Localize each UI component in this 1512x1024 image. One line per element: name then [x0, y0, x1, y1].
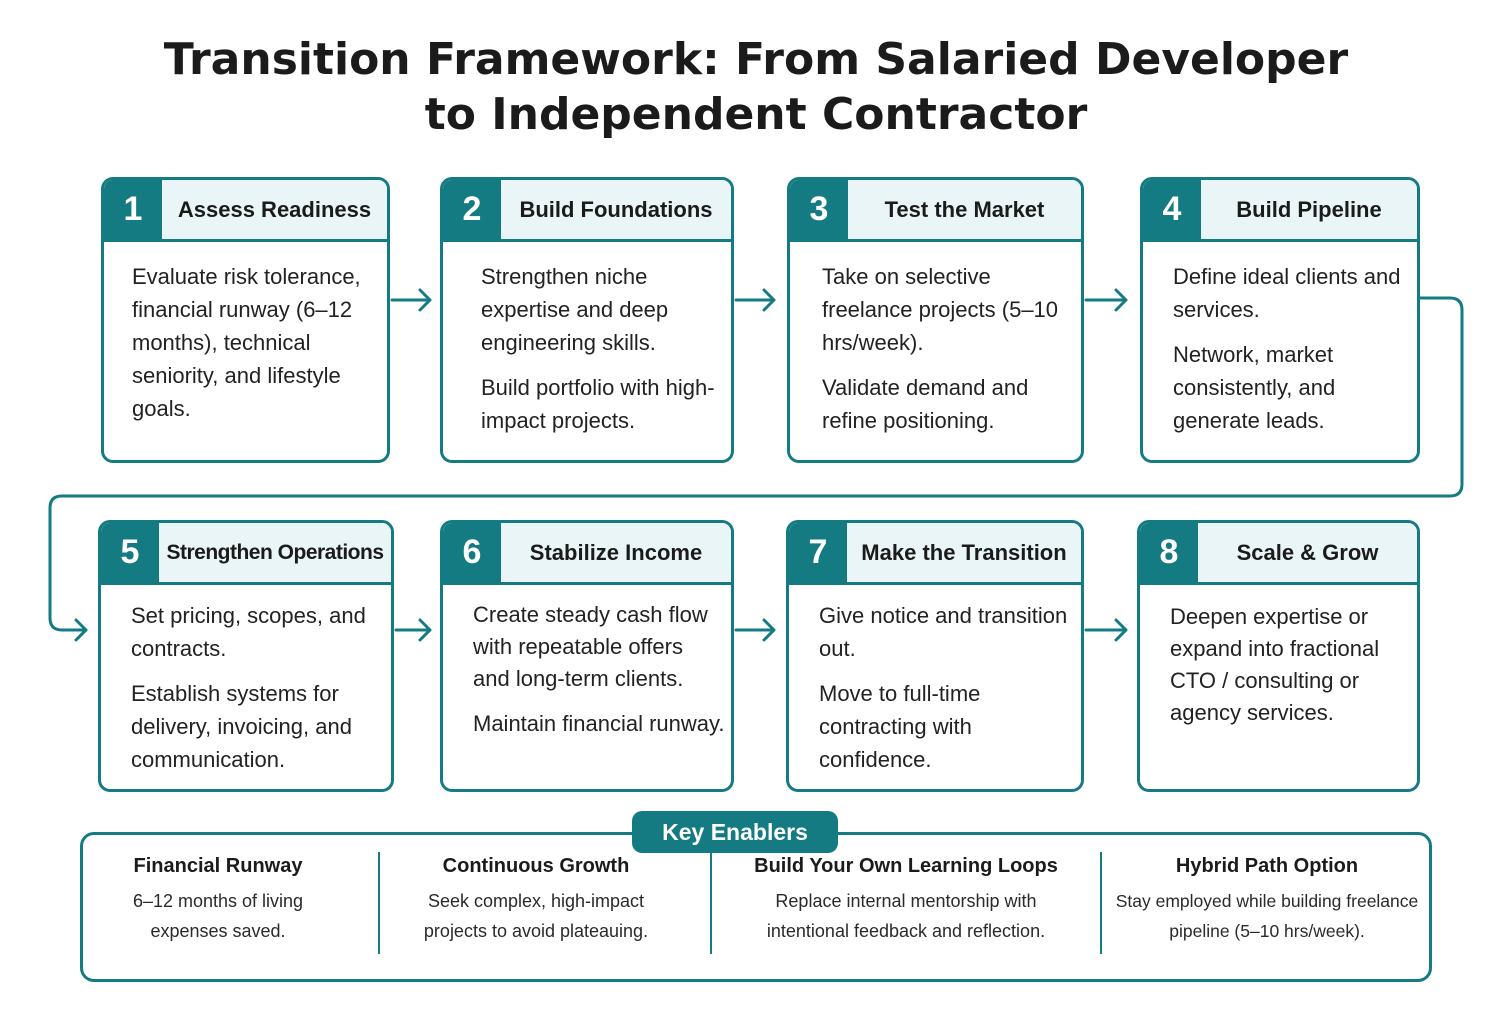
- enabler-continuous-growth: [396, 852, 676, 946]
- step-text: Deepen expertise or expand into fractional CTO / consulting or agency services.: [1170, 604, 1380, 725]
- step-text: Create steady cash flow with repeatable offers and long-term clients.: [473, 602, 708, 691]
- step-number: 5: [101, 523, 159, 582]
- step-text: Build portfolio with high-impact projects.: [481, 375, 715, 433]
- enabler-title: Build Your Own Learning Loops: [754, 855, 1058, 877]
- step-text: Move to full-time contracting with confidence.: [819, 681, 981, 772]
- page-title: [0, 32, 1512, 142]
- step-title: Strengthen Operations: [166, 541, 384, 564]
- enabler-text: Seek complex, high-impact projects to avoid plateauing.: [423, 891, 649, 941]
- arrow-right-icon: [1084, 285, 1132, 315]
- step-card-3: [787, 177, 1084, 463]
- step-text: Validate demand and refine positioning.: [822, 375, 1029, 433]
- step-text: Establish systems for delivery, invoicing, and communication.: [131, 681, 352, 772]
- step-body: [443, 585, 731, 740]
- enabler-title: Continuous Growth: [442, 855, 630, 877]
- step-card-2: [440, 177, 734, 463]
- step-text: Set pricing, scopes, and contracts.: [131, 603, 366, 661]
- step-card-1: [101, 177, 390, 463]
- enabler-title: Hybrid Path Option: [1175, 855, 1359, 877]
- step-title: Build Pipeline: [1236, 197, 1382, 222]
- step-text: Evaluate risk tolerance, financial runway (6–12 months), technical seniority, and lifestyle goals.: [132, 264, 361, 421]
- step-number: 2: [443, 180, 501, 239]
- step-body: [1143, 242, 1417, 437]
- step-number: 3: [790, 180, 848, 239]
- step-text: Define ideal clients and services.: [1173, 264, 1401, 322]
- title-line-1: Transition Framework: From Salaried Developer: [163, 34, 1349, 85]
- step-body: [789, 585, 1081, 776]
- step-title: Make the Transition: [861, 540, 1067, 565]
- step-body: [104, 242, 387, 425]
- arrow-right-icon: [734, 285, 780, 315]
- step-number: 4: [1143, 180, 1201, 239]
- enabler-hybrid-path: [1108, 852, 1426, 946]
- step-header: [1143, 180, 1417, 242]
- step-number: 1: [104, 180, 162, 239]
- arrow-right-icon: [390, 285, 436, 315]
- step-card-6: [440, 520, 734, 792]
- step-number: 6: [443, 523, 501, 582]
- step-header: [104, 180, 387, 242]
- step-header: [443, 180, 731, 242]
- arrow-right-icon: [734, 615, 780, 645]
- step-header: [790, 180, 1081, 242]
- arrow-right-icon: [394, 615, 436, 645]
- step-number: 8: [1140, 523, 1198, 582]
- enabler-learning-loops: [720, 852, 1092, 946]
- step-card-8: [1137, 520, 1420, 792]
- step-body: [101, 585, 391, 776]
- step-card-7: [786, 520, 1084, 792]
- step-header: [101, 523, 391, 585]
- step-body: [443, 242, 731, 437]
- step-text: Give notice and transition out.: [819, 603, 1068, 661]
- step-body: [1140, 585, 1417, 729]
- step-text: Maintain financial runway.: [473, 711, 725, 736]
- step-title: Scale & Grow: [1236, 540, 1379, 565]
- step-title: Stabilize Income: [529, 540, 703, 565]
- step-title: Assess Readiness: [177, 197, 372, 222]
- enabler-divider: [710, 852, 712, 954]
- enabler-text: 6–12 months of living expenses saved.: [132, 891, 304, 941]
- step-body: [790, 242, 1081, 437]
- step-title: Build Foundations: [519, 197, 713, 222]
- step-text: Network, market consistently, and generate leads.: [1173, 342, 1336, 433]
- step-header: [1140, 523, 1417, 585]
- step-title: Test the Market: [884, 197, 1045, 222]
- arrow-right-icon: [1084, 615, 1132, 645]
- enabler-financial-runway: [100, 852, 336, 946]
- enabler-divider: [1100, 852, 1102, 954]
- enabler-text: Stay employed while building freelance pipeline (5–10 hrs/week).: [1115, 891, 1419, 941]
- step-text: Take on selective freelance projects (5–10 hrs/week).: [822, 264, 1059, 355]
- title-line-2: to Independent Contractor: [424, 89, 1088, 140]
- enabler-text: Replace internal mentorship with intentional feedback and reflection.: [766, 891, 1046, 941]
- step-header: [789, 523, 1081, 585]
- enabler-divider: [378, 852, 380, 954]
- step-card-5: [98, 520, 394, 792]
- step-text: Strengthen niche expertise and deep engineering skills.: [481, 264, 669, 355]
- step-card-4: [1140, 177, 1420, 463]
- step-number: 7: [789, 523, 847, 582]
- enabler-title: Financial Runway: [133, 855, 303, 877]
- step-header: [443, 523, 731, 585]
- key-enablers-label: Key Enablers: [632, 811, 838, 853]
